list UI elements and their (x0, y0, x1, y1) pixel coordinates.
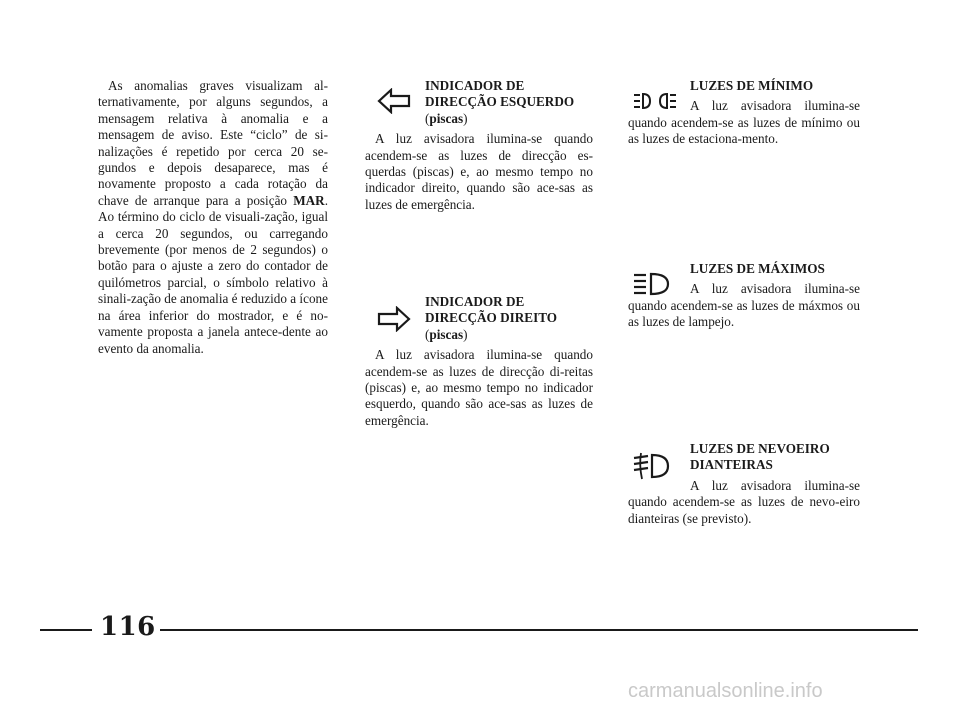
high-beam-section (628, 261, 860, 331)
front-fog-text: A luz avisadora ilumina-se quando acendem-se as luzes de nevo-eiro dianteiras (se previsto). (628, 477, 860, 526)
position-lights-icon (632, 90, 678, 112)
anomaly-description-column (98, 78, 328, 357)
front-fog-light-icon (632, 451, 672, 481)
position-lights-text: A luz avisadora ilumina-se quando acendem-se as luzes de mínimo ou as luzes de estaciona-mento. (628, 98, 860, 147)
page-number: 116 (100, 612, 156, 642)
high-beam-heading: LUZES DE MÁXIMOS (690, 261, 825, 276)
footer-rule-right (160, 629, 918, 631)
left-indicator-text: A luz avisadora ilumina-se quando acendem-se as luzes de direcção es-querdas (piscas) e, ao mesmo tempo no indicador direito, quando são ace-sas as luzes de emergência. (365, 131, 593, 212)
anomaly-text-part1: As anomalias graves visualizam al-ternativamente, por alguns segundos, a mensagem relativa à anomalia e a mensagem de aviso. Este “ciclo” de si-nalizações é repetido por cerca 20 se-gundos e depois desaparece, mas é novamente proposto a cada rotação da chave de arranque para a posição (98, 78, 328, 208)
right-indicator-section (365, 294, 593, 429)
position-lights-heading: LUZES DE MÍNIMO (690, 78, 814, 93)
right-indicator-heading: INDICADOR DE DIRECÇÃO DIREITO (piscas) (425, 294, 558, 342)
high-beam-icon (632, 271, 672, 299)
right-arrow-icon (377, 306, 411, 332)
page-footer (40, 612, 918, 642)
front-fog-section (628, 441, 860, 527)
anomaly-text-part2: . Ao término do ciclo de visuali-zação, igual a cerca 20 segundos, ou carregando brevemente (por menos de 2 segundos) o botão para o ajuste a zero do contador de quilómetros parcial, o símbolo relativo à sinali-zação de anomalia é reduzido a ícone na área inferior do mostrador, e é no-vamente proposta a janela antece-dente ao evento da anomalia. (98, 192, 328, 356)
left-arrow-icon (377, 88, 411, 114)
footer-rule-left (40, 629, 92, 631)
front-fog-heading: LUZES DE NEVOEIRO DIANTEIRAS (690, 441, 830, 473)
watermark: carmanualsonline.info (628, 680, 823, 702)
anomaly-text-bold: MAR (293, 192, 325, 208)
left-indicator-heading: INDICADOR DE DIRECÇÃO ESQUERDO (piscas) (425, 78, 575, 126)
left-indicator-section (365, 78, 593, 213)
right-indicator-text: A luz avisadora ilumina-se quando acendem-se as luzes de direcção di-reitas (piscas) e, ao mesmo tempo no indicador esquerdo, quando são ace-sas as luzes de emergência. (365, 347, 593, 428)
anomaly-paragraph (98, 78, 328, 357)
high-beam-text: A luz avisadora ilumina-se quando acendem-se as luzes de máxmos ou as luzes de lampejo. (628, 281, 860, 330)
position-lights-section (628, 78, 860, 148)
